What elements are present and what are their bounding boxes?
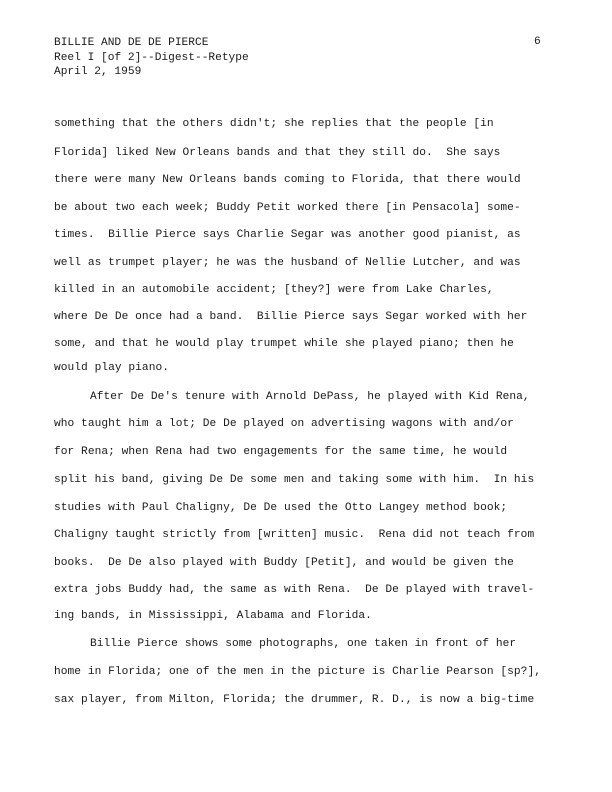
header-date: April 2, 1959: [54, 66, 142, 78]
header-reel: Reel I [of 2]--Digest--Retype: [54, 51, 249, 64]
body-line: Florida] liked New Orleans bands and that they still do. She says: [54, 147, 501, 159]
body-line: studies with Paul Chaligny, De De used the Otto Langey method book;: [54, 502, 508, 514]
body-line: there were many New Orleans bands coming to Florida, that there would: [54, 174, 521, 186]
body-line: who taught him a lot; De De played on advertising wagons with and/or: [54, 418, 514, 430]
body-line: After De De's tenure with Arnold DePass, he played with Kid Rena,: [90, 391, 530, 403]
body-line: home in Florida; one of the men in the picture is Charlie Pearson [sp?],: [54, 666, 541, 678]
body-line: where De De once had a band. Billie Pierce says Segar worked with her: [54, 311, 528, 323]
body-line: books. De De also played with Buddy [Petit], and would be given the: [54, 557, 514, 569]
body-line: something that the others didn't; she replies that the people [in: [54, 118, 494, 130]
body-line: would play piano.: [54, 362, 169, 374]
body-line: be about two each week; Buddy Petit worked there [in Pensacola] some-: [54, 202, 521, 214]
body-line: times. Billie Pierce says Charlie Segar was another good pianist, as: [54, 229, 521, 241]
body-line: sax player, from Milton, Florida; the drummer, R. D., is now a big-time: [54, 694, 535, 706]
body-line: ing bands, in Mississippi, Alabama and Florida.: [54, 610, 372, 622]
body-line: well as trumpet player; he was the husband of Nellie Lutcher, and was: [54, 257, 521, 269]
body-line: for Rena; when Rena had two engagements for the same time, he would: [54, 446, 508, 458]
body-line: killed in an automobile accident; [they?] were from Lake Charles,: [54, 284, 494, 296]
document-header: [54, 36, 249, 80]
header-title: BILLIE AND DE DE PIERCE: [54, 37, 209, 49]
body-line: extra jobs Buddy had, the same as with Rena. De De played with travel-: [54, 584, 535, 596]
body-line: Chaligny taught strictly from [written] music. Rena did not teach from: [54, 529, 535, 541]
page-number: 6: [534, 36, 541, 48]
body-line: Billie Pierce shows some photographs, one taken in front of her: [90, 638, 517, 650]
body-line: split his band, giving De De some men and taking some with him. In his: [54, 474, 535, 486]
body-line: some, and that he would play trumpet while she played piano; then he: [54, 338, 514, 350]
